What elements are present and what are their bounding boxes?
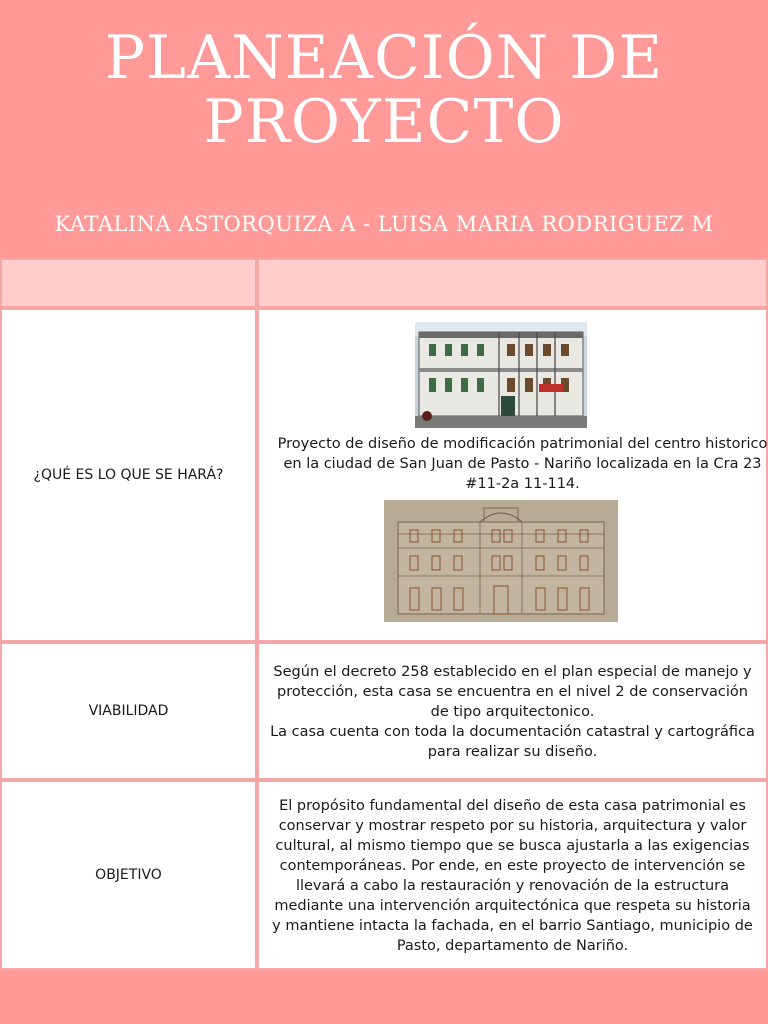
title-line-1: PLANEACIÓN DE — [104, 23, 664, 93]
table-header-cell-right — [257, 258, 768, 308]
facade-drawing — [384, 500, 618, 622]
page-title — [0, 23, 768, 157]
footer-band — [0, 972, 768, 1024]
row-content-viabilidad — [257, 642, 768, 780]
row-content-objetivo — [257, 780, 768, 970]
authors-line: KATALINA ASTORQUIZA A - LUISA MARIA RODRIGUEZ M — [54, 212, 714, 236]
viabilidad-text-2: La casa cuenta con toda la documentación catastral y cartográfica para realizar su diseño. — [270, 724, 755, 760]
row-label-text: VIABILIDAD — [88, 703, 169, 719]
viabilidad-text-1: Según el decreto 258 establecido en el plan especial de manejo y protección, esta casa se encuentra en el nivel 2 de conservación de tipo arquitectonico. — [273, 664, 752, 720]
row-label-objetivo — [0, 780, 257, 970]
building-photo — [415, 322, 587, 428]
objetivo-text: El propósito fundamental del diseño de esta casa patrimonial es conservar y mostrar respeto por su historia, arquitectura y valor cultural, al mismo tiempo que se busca ajustarla a las exigencias contemporáneas. Por ende, en este proyecto de intervención se llevará a cabo la restauración y renovación de la estructura mediante una intervención arquitectónica que respeta su historia y mantiene intacta la fachada, en el barrio Santiago, municipio de Pasto, departamento de Nariño. — [272, 798, 753, 954]
title-line-2: PROYECTO — [203, 87, 565, 157]
row-content-text-que-se-hara: Proyecto de diseño de modificación patrimonial del centro historico en la ciudad de San Juan de Pasto - Nariño localizada en la Cra 23 #11-2a 11-114. — [277, 436, 768, 492]
row-label-que-se-hara — [0, 308, 257, 642]
table-header-cell-left — [0, 258, 257, 308]
row-label-viabilidad — [0, 642, 257, 780]
row-label-text: OBJETIVO — [95, 867, 162, 883]
row-label-text: ¿QUÉ ES LO QUE SE HARÁ? — [33, 467, 224, 483]
